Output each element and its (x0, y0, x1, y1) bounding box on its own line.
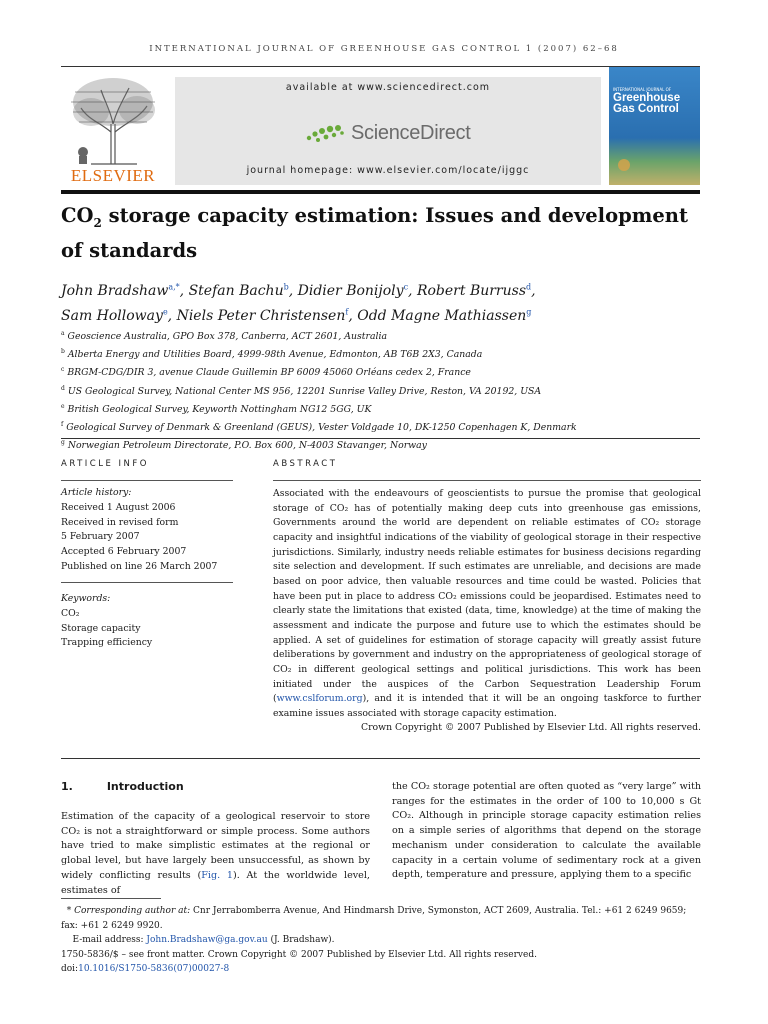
history-item: 5 February 2007 (61, 531, 140, 543)
abstract-text: Associated with the endeavours of geoscientists to pursue the promise that geological storage of CO₂ has of potentially making deep cuts into greenhouse gas emissions, Governments around the world are dependent on reliable estimates of CO₂ storage capacity and insightful indications of the viability of geological storage in their respective jurisdictions. Similarly, industry needs reliable estimates for business decisions regarding site selection and development. If such estimates are unreliable, and decisions are made based on poor advice, then valuable resources and time could be wasted. Policies that have been put in place to address CO₂ emissions could be jeopardised. Estimates need to clearly state the limitations that existed (data, time, knowledge) at the time of making the assessment and indicate the purpose and future use to which the estimates should be applied. A set of guidelines for estimation of storage capacity will greatly assist future deliberations by government and industry on the appropriateness of geological storage of CO₂ in different geological settings and political jurisdictions. This work has been initiated under the auspices of the Carbon Sequestration Leadership Forum (www.cslforum.org), and it is intended that it will be an ongoing taskforce to further examine issues associated with storage capacity estimation. (273, 488, 701, 719)
header-rule (61, 66, 700, 67)
footnotes (61, 904, 701, 977)
keywords-label: Keywords: (61, 593, 111, 604)
sciencedirect-logo[interactable] (305, 118, 470, 148)
journal-homepage-link[interactable]: journal homepage: www.elsevier.com/locate/ijggc (246, 165, 530, 176)
author: Niels Peter Christensen$^f$, (176, 307, 358, 325)
cover-emblem-icon (614, 155, 634, 175)
affiliation: $^b$ Alberta Energy and Utilities Board, 4999-98th Avenue, Edmonton, AB T6B 2X3, Canada (61, 348, 483, 361)
intro-left-column: Estimation of the capacity of a geological reservoir to store CO₂ is not a straightforward or simple process. Some authors have tried to make simplistic estimates at the regional or global level, but have largely been unsuccessful, as shown by widely conflicting results (Fig. 1). At the worldwide level, estimates of (61, 811, 370, 896)
affiliation: $^c$ BRGM-CDG/DIR 3, avenue Claude Guillemin BP 6009 45060 Orléans cedex 2, France (61, 366, 471, 379)
author-list (61, 276, 701, 327)
author: Sam Holloway$^e$, (61, 307, 177, 325)
available-at-link[interactable]: available at www.sciencedirect.com (285, 82, 491, 93)
keywords (61, 592, 233, 651)
author: Didier Bonijoly$^c$, (297, 282, 417, 299)
author: John Bradshaw$^{a,*}$, (61, 282, 189, 299)
running-head: INTERNATIONAL JOURNAL OF GREENHOUSE GAS CONTROL 1 (2007) 62–68 (149, 44, 619, 54)
cover-subtitle: INTERNATIONAL JOURNAL OF (613, 87, 672, 92)
affiliation: $^e$ British Geological Survey, Keyworth Nottingham NG12 5GG, UK (61, 402, 372, 415)
keywords-rule (61, 582, 233, 583)
article-info-rule (61, 480, 233, 481)
email-note: E-mail address: John.Bradshaw@ga.gov.au (J. Bradshaw). (72, 935, 335, 945)
affiliation: $^g$ Norwegian Petroleum Directorate, P.O. Box 600, N-4003 Stavanger, Norway (61, 439, 427, 452)
section-heading: 1. Introduction (61, 780, 184, 793)
author-email-link[interactable]: John.Bradshaw@ga.gov.au (146, 935, 268, 945)
sciencedirect-label: ScienceDirect (351, 121, 471, 144)
intro-right-column: the CO₂ storage potential are often quoted as “very large” with ranges for the estimates in the order of 100 to 10,000 s Gt CO₂. Although in principle storage capacity estimation relies on a simple series of algorithms that depend on the storage mechanism under consideration to calculate the available capacity in a certain volume of sedimentary rock at a given depth, temperature and pressure, applying them to a specific (392, 781, 701, 881)
body-rule (61, 758, 700, 759)
affiliation: $^d$ US Geological Survey, National Center MS 956, 12201 Sunrise Valley Drive, Reston, VA 20192, USA (61, 384, 542, 397)
doi-link[interactable]: 10.1016/S1750-5836(07)00027-8 (78, 964, 230, 974)
footnote-rule (61, 898, 161, 899)
keyword: CO₂ (61, 607, 80, 619)
title-rule (61, 190, 700, 194)
abstract-rule (273, 480, 701, 481)
history-item: Received in revised form (61, 516, 179, 528)
affiliation-list (61, 326, 701, 453)
affiliation: $^a$ Geoscience Australia, GPO Box 378, Canberra, ACT 2601, Australia (61, 330, 387, 343)
history-label: Article history: (61, 487, 132, 498)
sciencedirect-dots-icon (305, 122, 345, 144)
affiliation: $^f$ Geological Survey of Denmark & Greenland (GEUS), Vester Voldgade 10, DK-1250 Copenhagen K, Denmark (61, 420, 577, 434)
history-item: Published on line 26 March 2007 (61, 560, 218, 572)
history-item: Accepted 6 February 2007 (61, 546, 187, 558)
author: Robert Burruss$^d$, (416, 282, 536, 299)
article-title: $CO_2$ storage capacity estimation: Issues and development of standards (61, 204, 688, 262)
figure-1-link[interactable]: Fig. 1 (201, 869, 233, 881)
corresponding-author-note: * Corresponding author at: Cnr Jerrabomberra Avenue, And Hindmarsh Drive, Symonston, ACT 2609, Australia. Tel.: +61 2 6249 9659; fax: +61 2 6249 9920. (61, 906, 687, 931)
affiliation-rule (61, 438, 700, 439)
article-info-heading: ARTICLE INFO (61, 459, 149, 469)
keyword: Storage capacity (61, 622, 141, 634)
history-item: Received 1 August 2006 (61, 501, 176, 513)
author: Odd Magne Mathiassen$^g$ (357, 307, 532, 325)
elsevier-wordmark: ELSEVIER (70, 166, 156, 185)
issn-note: 1750-5836/$ – see front matter. Crown Copyright © 2007 Published by Elsevier Ltd. All rights reserved. (61, 949, 537, 960)
keyword: Trapping efficiency (61, 637, 153, 649)
abstract-copyright: Crown Copyright © 2007 Published by Elsevier Ltd. All rights reserved. (360, 722, 701, 733)
cslforum-link[interactable]: www.cslforum.org (276, 693, 363, 705)
doi-note: doi:10.1016/S1750-5836(07)00027-8 (61, 964, 230, 974)
author: Stefan Bachu$^b$, (188, 282, 298, 299)
cover-title: Greenhouse Gas Control (613, 92, 681, 115)
abstract-heading: ABSTRACT (273, 459, 338, 469)
article-history (61, 486, 233, 575)
